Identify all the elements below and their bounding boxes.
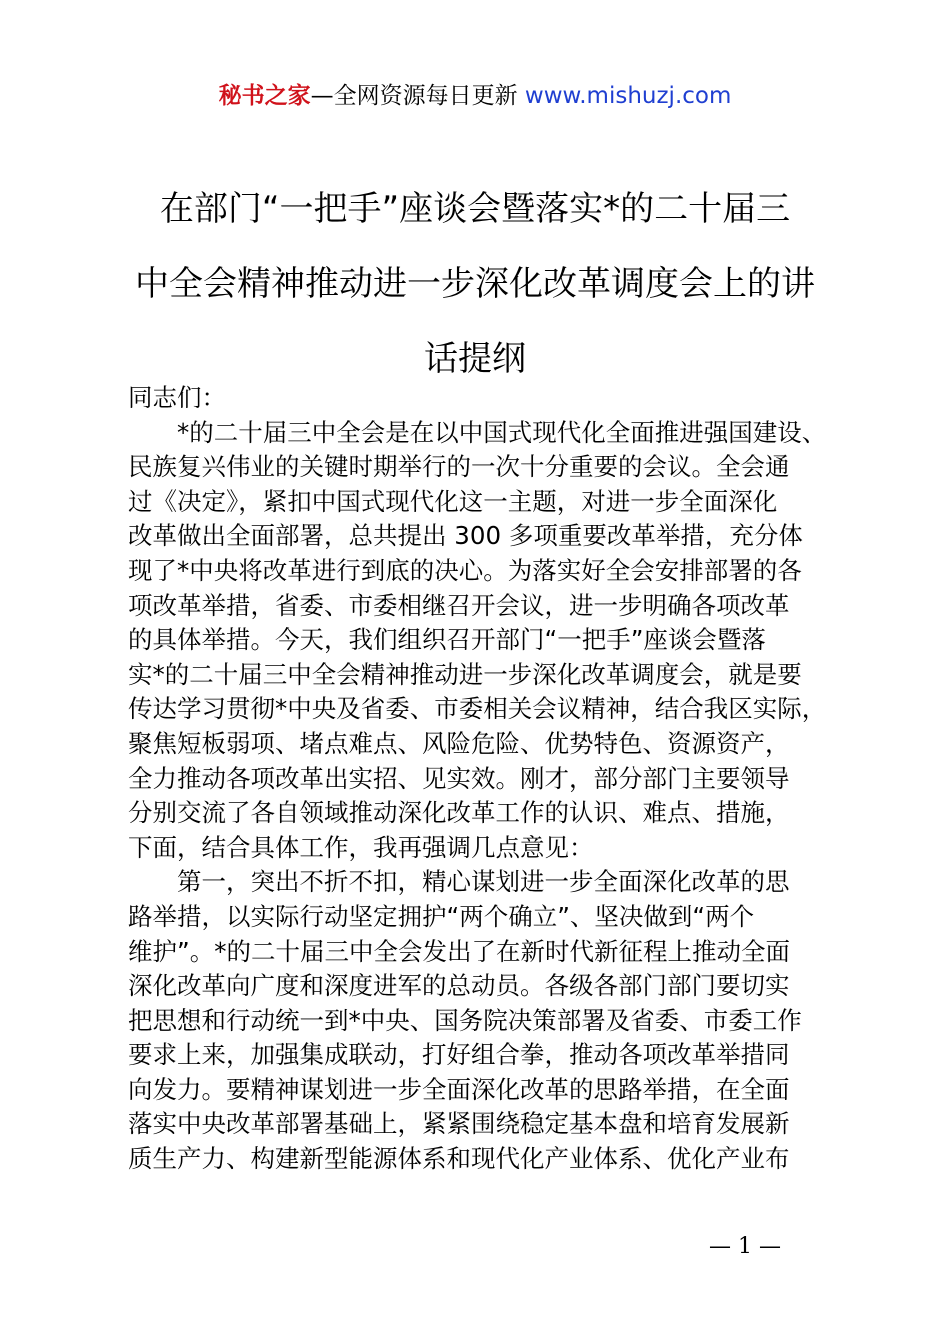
- title-line: 在部门“一把手”座谈会暨落实*的二十届三: [159, 189, 791, 229]
- site-url-link[interactable]: www.mishuzj.com: [524, 83, 732, 109]
- body-line: 全力推动各项改革出实招、见实效。刚才，部分部门主要领导: [128, 763, 790, 793]
- body-line: 质生产力、构建新型能源体系和现代化产业体系、优化产业布: [128, 1144, 790, 1174]
- body-line: 第一，突出不折不扣，精心谋划进一步全面深化改革的思: [128, 867, 790, 897]
- site-brand: 秘书之家: [218, 83, 311, 109]
- page-number: — 1 —: [709, 1234, 781, 1259]
- body-line: 分别交流了各自领域推动深化改革工作的认识、难点、措施，: [128, 798, 790, 828]
- body-line: 要求上来，加强集成联动，打好组合拳，推动各项改革举措同: [128, 1040, 790, 1070]
- site-tagline: —全网资源每日更新: [310, 83, 518, 109]
- body-line: 过《决定》，紧扣中国式现代化这一主题，对进一步全面深化: [128, 486, 778, 516]
- document-title: [110, 172, 840, 397]
- body-line: 传达学习贯彻*中央及省委、市委相关会议精神，结合我区实际，: [128, 694, 827, 724]
- body-line: 现了*中央将改革进行到底的决心。为落实好全会安排部署的各: [128, 555, 802, 585]
- body-line: 落实中央改革部署基础上，紧紧围绕稳定基本盘和培育发展新: [128, 1109, 790, 1139]
- body-line: 的具体举措。今天，我们组织召开部门“一把手”座谈会暨落: [128, 625, 766, 655]
- body-line: 聚焦短板弱项、堵点难点、风险危险、优势特色、资源资产，: [128, 728, 790, 758]
- title-line: 中全会精神推动进一步深化改革调度会上的讲: [135, 264, 815, 304]
- body-line: 维护”。*的二十届三中全会发出了在新时代新征程上推动全面: [128, 936, 790, 966]
- body-line: 改革做出全面部署，总共提出 300 多项重要改革举措，充分体: [128, 521, 803, 551]
- site-header: [0, 80, 950, 112]
- body-line: 项改革举措，省委、市委相继召开会议，进一步明确各项改革: [128, 590, 790, 620]
- body-line: 向发力。要精神谋划进一步全面深化改革的思路举措，在全面: [128, 1074, 790, 1104]
- salutation: 同志们：: [128, 383, 226, 412]
- body-line: 路举措，以实际行动坚定拥护“两个确立”、坚决做到“两个: [128, 901, 755, 931]
- body-line: 深化改革向广度和深度进军的总动员。各级各部门部门要切实: [128, 971, 790, 1001]
- body-line: 民族复兴伟业的关键时期举行的一次十分重要的会议。全会通: [128, 452, 790, 482]
- body-line: 实*的二十届三中全会精神推动进一步深化改革调度会，就是要: [128, 659, 802, 689]
- body-line: 下面，结合具体工作，我再强调几点意见：: [128, 832, 594, 862]
- body-line: *的二十届三中全会是在以中国式现代化全面推进强国建设、: [128, 417, 827, 447]
- title-line: 话提纲: [424, 339, 526, 379]
- document-body: [128, 381, 838, 1177]
- body-line: 把思想和行动统一到*中央、国务院决策部署及省委、市委工作: [128, 1005, 802, 1035]
